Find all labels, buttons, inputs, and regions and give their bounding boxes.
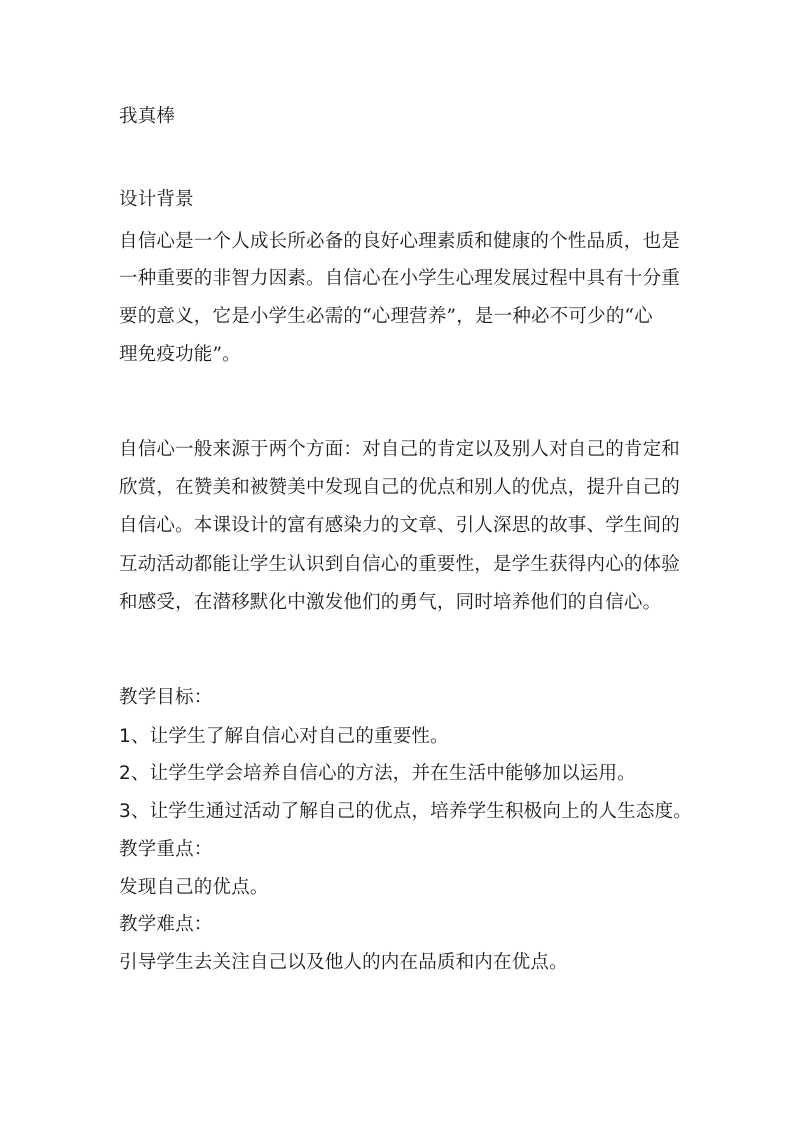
difficulty-text: 引导学生去关注自己以及他人的内在品质和内在优点。	[119, 952, 568, 973]
paragraph-line: 互动活动都能让学生认识到自信心的重要性，是学生获得内心的体验	[119, 554, 681, 575]
background-heading: 设计背景	[119, 189, 194, 210]
paragraph-line: 要的意义，它是小学生必需的“心理营养”，是一种必不可少的“心	[119, 306, 653, 327]
paragraph-line: 自信心一般来源于两个方面：对自己的肯定以及别人对自己的肯定和	[119, 439, 681, 460]
objectives-heading: 教学目标：	[119, 687, 213, 708]
paragraph-line: 自信心。本课设计的富有感染力的文章、引人深思的故事、学生间的	[119, 515, 681, 536]
paragraph-line: 一种重要的非智力因素。自信心在小学生心理发展过程中具有十分重	[119, 268, 681, 289]
objective-item: 1、让学生了解自信心对自己的重要性。	[119, 726, 449, 747]
difficulty-heading: 教学难点：	[119, 914, 213, 935]
paragraph-line: 理免疫功能”。	[119, 344, 241, 365]
document-title: 我真棒	[119, 106, 176, 127]
paragraph-line: 自信心是一个人成长所必备的良好心理素质和健康的个性品质，也是	[119, 231, 681, 252]
paragraph-line: 欣赏，在赞美和被赞美中发现自己的优点和别人的优点，提升自己的	[119, 477, 681, 498]
key-point-text: 发现自己的优点。	[119, 877, 269, 898]
key-point-heading: 教学重点：	[119, 839, 213, 860]
objective-item: 3、让学生通过活动了解自己的优点，培养学生积极向上的人生态度。	[119, 801, 692, 822]
objective-item: 2、让学生学会培养自信心的方法，并在生活中能够加以运用。	[119, 763, 636, 784]
paragraph-line: 和感受，在潜移默化中激发他们的勇气，同时培养他们的自信心。	[119, 592, 662, 613]
